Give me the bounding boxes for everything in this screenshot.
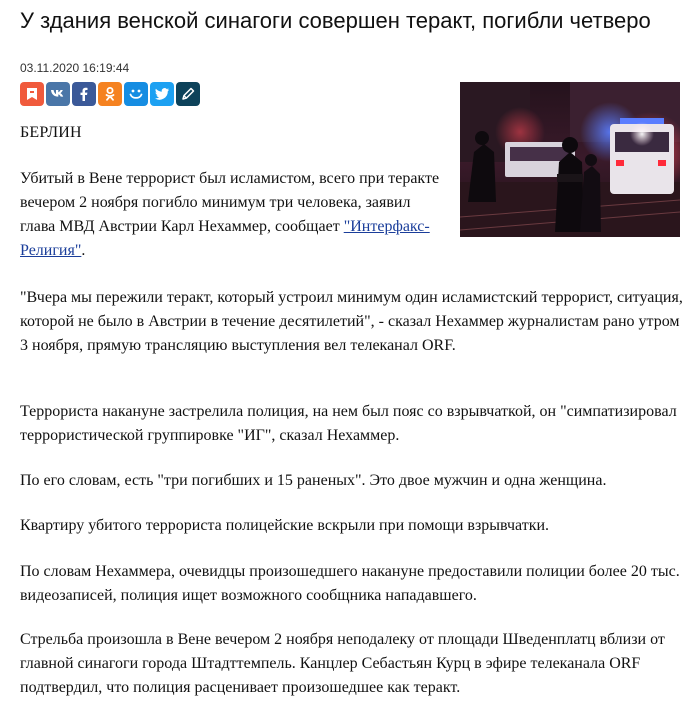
livejournal-pen-icon <box>180 86 196 102</box>
article-paragraph: "Вчера мы пережили теракт, который устроил минимум один исламистский террорист, ситуация, которой не было в Австрии в течение десятилетий", - сказал Нехаммер журналистам рано утром 3 ноября, прямую трансляцию выступления вел телеканал ORF. <box>20 289 683 354</box>
odnoklassniki-icon <box>102 86 118 102</box>
article-paragraph: Террориста накануне застрелила полиция, на нем был пояс со взрывчаткой, он "симпатизировал террористической группировке "ИГ", сказал Нехаммер. <box>20 403 677 444</box>
vk-icon <box>50 86 66 102</box>
lead-text-end: . <box>81 242 86 259</box>
bookmark-flag-icon <box>24 86 40 102</box>
article-paragraph: По его словам, есть "три погибших и 15 раненых". Это двое мужчин и одна женщина. <box>20 472 607 489</box>
article-paragraph: Квартиру убитого террориста полицейские вскрыли при помощи взрывчатки. <box>20 517 550 534</box>
source-link[interactable]: "Интерфакс-Религия" <box>20 218 430 259</box>
article-title: У здания венской синагоги совершен теракт, погибли четверо <box>20 8 651 33</box>
facebook-icon <box>76 86 92 102</box>
share-odnoklassniki-button[interactable] <box>98 82 122 106</box>
article-photo <box>460 82 680 237</box>
article-lead-paragraph <box>20 167 445 263</box>
lead-text: Убитый в Вене террорист был исламистом, всего при теракте вечером 2 ноября погибло минимум три человека, заявил глава МВД Австрии Карл Нехаммер, сообщает <box>20 170 440 235</box>
share-moimir-button[interactable] <box>124 82 148 106</box>
article-paragraph: По словам Нехаммера, очевидцы произошедшего накануне предоставили полиции более 20 тыс. видеозаписей, полиция ищет возможного сообщника нападавшего. <box>20 563 680 604</box>
share-facebook-button[interactable] <box>72 82 96 106</box>
moimir-icon <box>128 86 144 102</box>
share-twitter-button[interactable] <box>150 82 174 106</box>
share-vk-button[interactable] <box>46 82 70 106</box>
share-ok-alt-button[interactable] <box>20 82 44 106</box>
share-livejournal-button[interactable] <box>176 82 200 106</box>
twitter-icon <box>154 86 170 102</box>
article-dateline: БЕРЛИН <box>20 124 82 141</box>
article-paragraph: Стрельба произошла в Вене вечером 2 ноября неподалеку от площади Шведенплатц вблизи от главной синагоги города Штадттемпель. Канцлер Себастьян Курц в эфире телеканала ORF подтвердил, что полиция расценивает произошедшее как теракт. <box>20 631 665 696</box>
article-datetime: 03.11.2020 16:19:44 <box>20 61 130 75</box>
share-bar <box>20 82 200 106</box>
